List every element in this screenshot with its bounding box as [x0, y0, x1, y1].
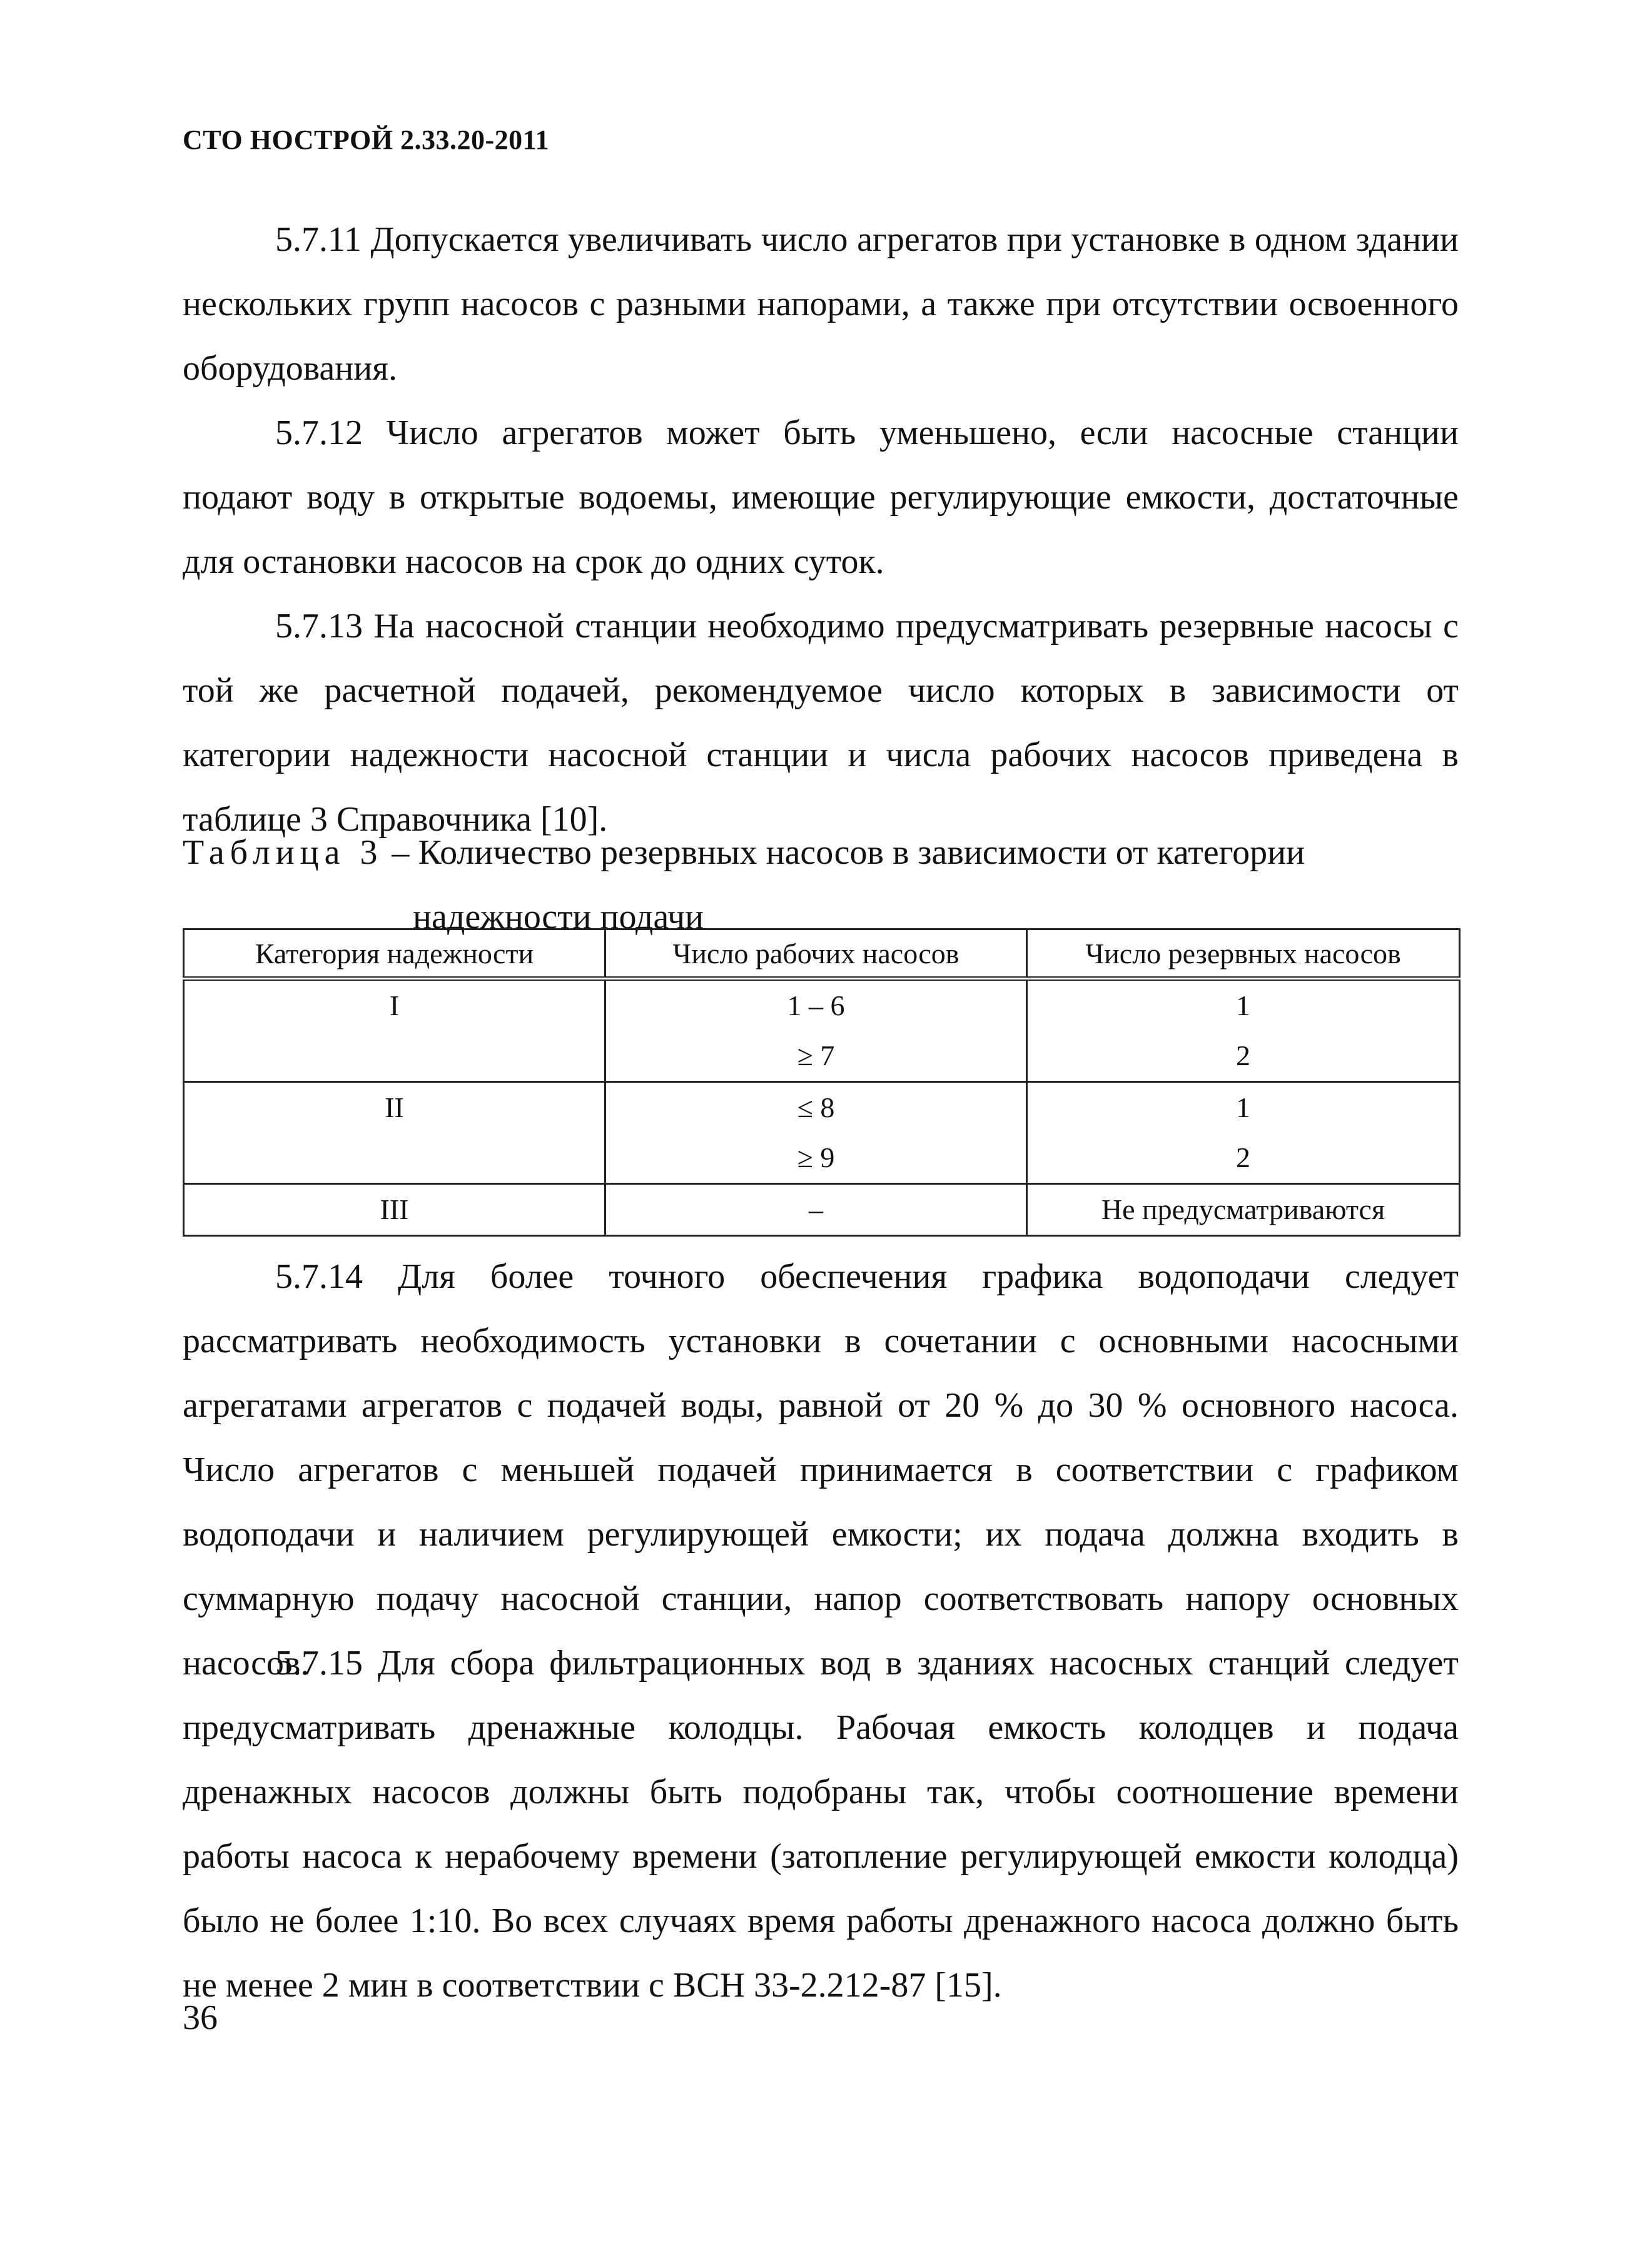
category-value: II: [385, 1091, 404, 1123]
reserve-pumps-value: Не предусматриваются: [1101, 1193, 1385, 1225]
table-caption-text: – Количество резервных насосов в зависимости от категории: [383, 833, 1305, 872]
category-cell: [184, 979, 605, 1082]
reserve-pumps-value: 1: [1236, 990, 1250, 1021]
table-row: [184, 979, 1460, 1082]
column-header-reserve: Число резервных насосов: [1027, 929, 1460, 979]
paragraph-5-7-12: 5.7.12 Число агрегатов может быть уменьшено, если насосные станции подают воду в открытые водоемы, имеющие регулирующие емкости, достаточные для остановки насосов на срок до одних суток.: [183, 413, 1459, 581]
page-number: 36: [183, 1998, 218, 2037]
table-caption-label: Таблица 3: [183, 833, 383, 872]
working-pumps-value: –: [809, 1193, 823, 1225]
category-value: III: [380, 1193, 409, 1225]
table-header-row: [184, 929, 1460, 979]
table-row: [184, 1184, 1460, 1236]
working-pumps-cell: [605, 1184, 1027, 1236]
working-pumps-value: ≤ 8: [797, 1091, 835, 1123]
working-pumps-cell: [605, 1082, 1027, 1184]
working-pumps-value: ≥ 9: [797, 1142, 835, 1173]
reserve-pumps-cell: [1027, 1184, 1460, 1236]
reserve-pumps-value: 2: [1236, 1040, 1250, 1071]
working-pumps-value: ≥ 7: [797, 1040, 835, 1071]
reserve-pumps-cell: [1027, 979, 1460, 1082]
reserve-pumps-value: 1: [1236, 1091, 1250, 1123]
document-code-header: СТО НОСТРОЙ 2.33.20-2011: [183, 124, 550, 155]
paragraph-5-7-14: 5.7.14 Для более точного обеспечения графика водоподачи следует рассматривать необходимость установки в сочетании с основными насосными агрегатами агрегатов с подачей воды, равной от 20 % до 30 % основного насоса. Число агрегатов с меньшей подачей принимается в соответствии с графиком водоподачи и наличием регулирующей емкости; их подача должна входить в суммарную подачу насосной станции, напор соответствовать напору основных насосов.: [183, 1257, 1459, 1683]
column-header-working: Число рабочих насосов: [605, 929, 1027, 979]
category-cell: [184, 1082, 605, 1184]
paragraph-5-7-13: 5.7.13 На насосной станции необходимо предусматривать резервные насосы с той же расчетной подачей, рекомендуемое число которых в зависимости от категории надежности насосной станции и числа рабочих насосов приведена в таблице 3 Справочника [10].: [183, 607, 1459, 839]
working-pumps-cell: [605, 979, 1027, 1082]
paragraph-5-7-11: 5.7.11 Допускается увеличивать число агрегатов при установке в одном здании нескольких групп насосов с разными напорами, а также при отсутствии освоенного оборудования.: [183, 220, 1459, 388]
category-value: I: [389, 990, 400, 1021]
table-row: [184, 1082, 1460, 1184]
paragraph-5-7-15: 5.7.15 Для сбора фильтрационных вод в зданиях насосных станций следует предусматривать дренажные колодцы. Рабочая емкость колодцев и подача дренажных насосов должны быть подобраны так, чтобы соотношение времени работы насоса к нерабочему времени (затопление регулирующей емкости колодца) было не более 1:10. Во всех случаях время работы дренажного насоса должно быть не менее 2 мин в соответствии с ВСН 33-2.212-87 [15].: [183, 1644, 1459, 2005]
table-caption: [183, 821, 1459, 936]
column-header-category: Категория надежности: [184, 929, 605, 979]
working-pumps-value: 1 – 6: [787, 990, 845, 1021]
reserve-pumps-value: 2: [1236, 1142, 1250, 1173]
reserve-pumps-table: [183, 928, 1460, 1237]
table-caption-continuation: надежности подачи: [413, 898, 704, 936]
reserve-pumps-cell: [1027, 1082, 1460, 1184]
category-cell: [184, 1184, 605, 1236]
